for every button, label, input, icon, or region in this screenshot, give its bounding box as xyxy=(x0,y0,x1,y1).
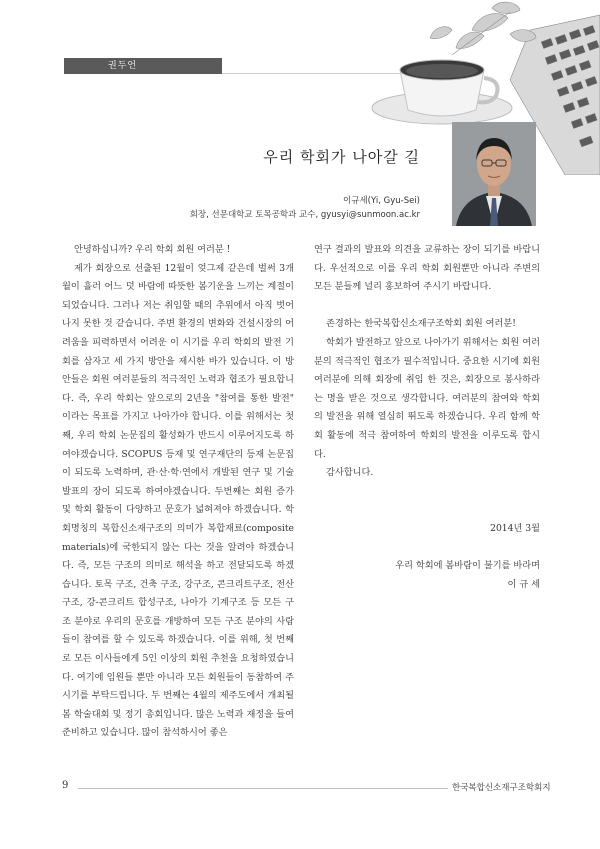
letter-date: 2014년 3월 xyxy=(490,522,540,534)
article-title: 우리 학회가 나아갈 길 xyxy=(263,148,420,166)
signature: 이 규 세 xyxy=(507,578,540,590)
members-greeting: 존경하는 한국복합신소재구조학회 회원 여러분! xyxy=(326,318,516,330)
right-continuation-paragraph: 연구 결과의 발표와 의견을 교류하는 장이 되기를 바랍니다. 우선적으로 이를 우리 학회 회원뿐만 아니라 주변의 모든 분들께 널리 홍보하여 주시기 바랍니다. xyxy=(314,244,540,293)
page-number: 9 xyxy=(62,780,69,791)
author-photo xyxy=(452,122,536,226)
leaves-graphic xyxy=(430,2,536,55)
closing-line: 우리 학회에 봄바람이 불기를 바라며 xyxy=(395,560,540,572)
footer-rule xyxy=(78,788,448,789)
coffee-cup-graphic xyxy=(372,60,512,124)
section-tag: 권두언 xyxy=(64,58,222,74)
right-column xyxy=(314,241,540,594)
left-column xyxy=(62,241,294,743)
journal-name: 한국복합신소재구조학회지 xyxy=(452,783,551,793)
left-body-paragraph: 제가 회장으로 선출된 12월이 엊그제 같은데 벌써 3개월이 흘러 어느 덧 바람에 따뜻한 봄기운을 느끼는 계절이 되었습니다. 그러나 저는 취임할 때의 추위에서 아직 벗어나지 못한 것 같습니다. 주변 환경의 변화와 건설시장의 어려움을 피력하면서 어려운 이 시기를 우리 학회의 발전 기회를 삼자고 세 가지 방안을 제시한 바가 있습니다. 이 방안들은 회원 여러분들의 적극적인 노력과 협조가 필요합니다. 즉, 우리 학회는 앞으로의 2년을 "참여를 통한 발전" 이라는 목표를 가지고 나아가야 합니다. 이를 위해서는 첫째, 우리 학회 논문집의 활성화가 반드시 이루어지도록 하여야겠습니다. SCOPUS 등재 및 연구재단의 등재 논문집이 되도록 노력하며, 관·산·학·연에서 개발된 연구 및 기술 발표의 장이 되도록 하여야겠습니다. 두번째는 회원 증가 및 학회 활동이 다양하고 문호가 넓혀져야 하겠습니다. 학회명칭의 복합신소재구조의 의미가 복합재료(composite materials)에 국한되지 않는 다는 것을 알려야 하겠습니다. 즉, 모든 구조의 의미로 해석을 하고 전달되도록 하겠습니다. 토목 구조, 건축 구조, 강구조, 콘크리트구조, 전산구조, 강-콘크리트 합성구조, 나아가 기계구조 등 모든 구조 분야로 우리의 문호를 개방하여 모든 구조 분야의 사람들이 참여를 할 수 있도록 하겠습니다. 이를 위해, 첫 번째로 모든 이사들에게 5인 이상의 회원 추천을 요청하였습니다. 여기에 임원들 뿐만 아니라 모든 회원들이 동참하여 주시기를 부탁드립니다. 두 번째는 4월의 제주도에서 개최될 봄 학술대회 및 정기 총회입니다. 많은 노력과 재정을 들여 준비하고 있습니다. 많이 참석하시어 좋은 xyxy=(62,262,294,739)
header-rule xyxy=(222,73,402,74)
left-greeting: 안녕하십니까? 우리 학회 회원 여러분 ! xyxy=(74,244,231,255)
right-body-paragraph: 학회가 발전하고 앞으로 나아가기 위해서는 회원 여러분의 적극적인 협조가 필수적입니다. 중요한 시기에 회원 여러분에 의해 회장에 취임 한 것은, 회장으로 봉사하라는 명을 받은 것으로 생각합니다. 여러분의 참여와 학회의 발전을 위해 열심히 뛰도록 하겠습니다. 우리 함께 학회 활동에 적극 참여하여 학회의 발전을 이루도록 합시다. xyxy=(314,336,540,460)
author-name: 이규세(Yi, Gyu-Sei) xyxy=(343,196,420,206)
author-affiliation: 회장, 선문대학교 토목공학과 교수, gyusyi@sunmoon.ac.kr xyxy=(189,210,420,220)
thanks-line: 감사합니다. xyxy=(326,467,374,479)
